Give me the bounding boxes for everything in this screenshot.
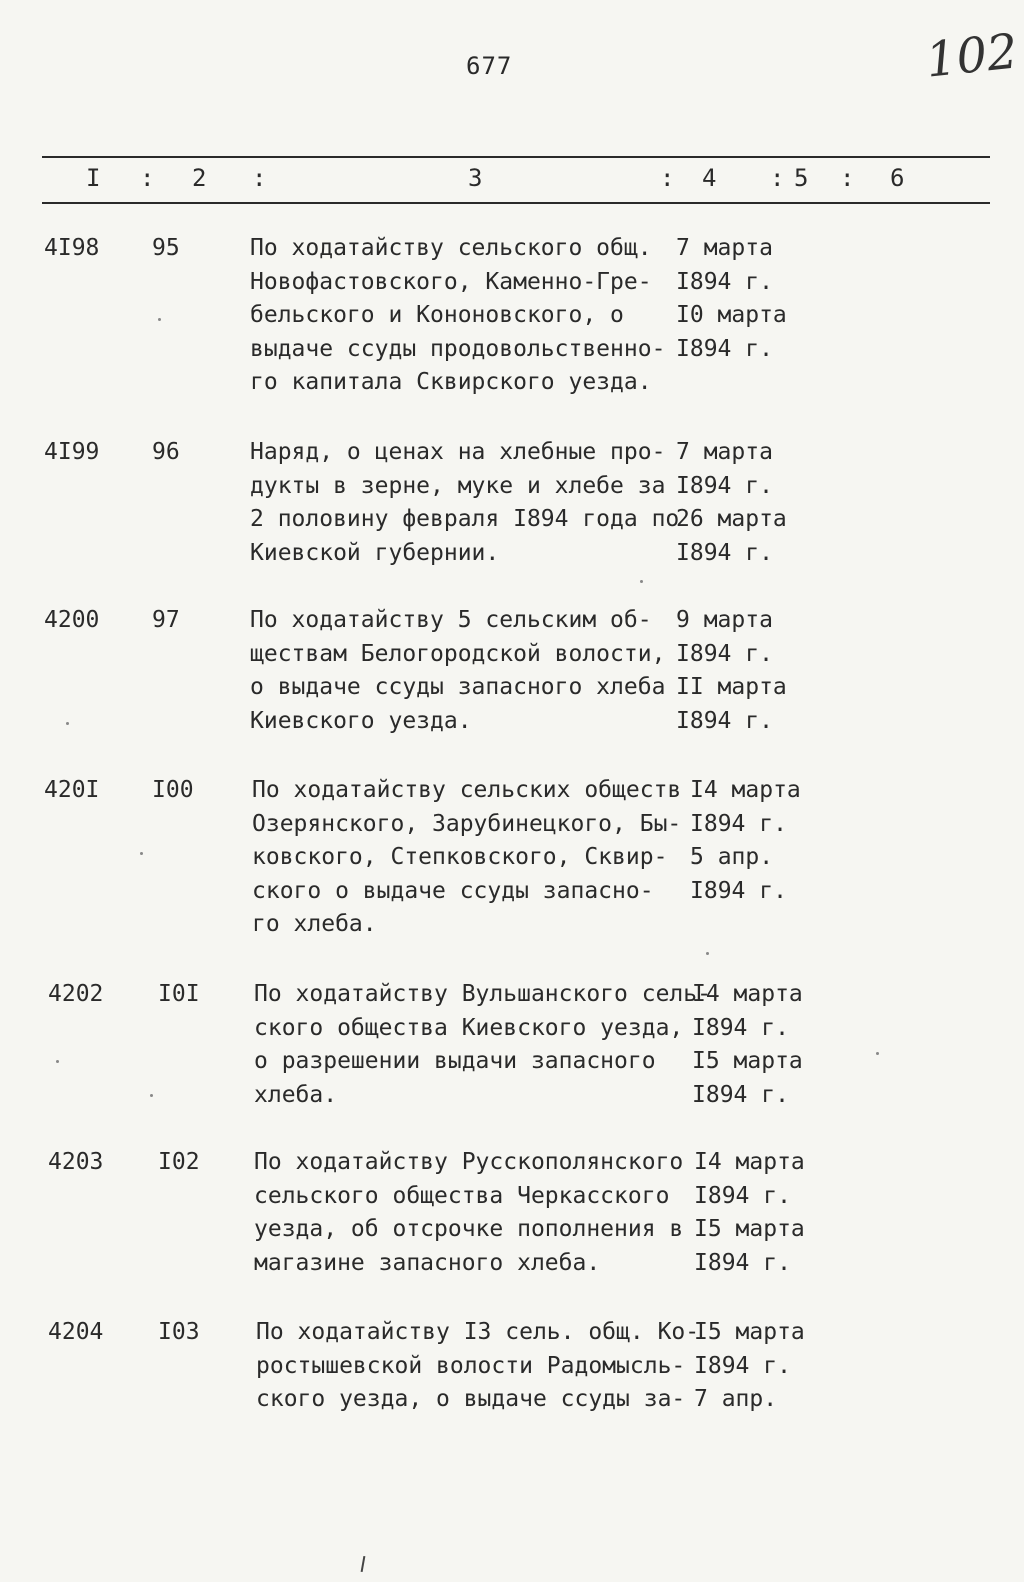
description-line: 2 половину февраля I894 года по [250,506,680,532]
column-header-5: 5 [794,164,809,192]
date-line: I894 г. [692,1081,789,1108]
description-line: По ходатайству сельских обществ [252,777,682,803]
case-number: 95 [152,235,180,261]
pen-mark [361,1556,366,1572]
entry-dates [676,604,876,738]
description-line: ского общества Киевского уезда, [254,1014,684,1041]
description-line: Новофастовского, Каменно-Гре- [250,268,652,295]
column-separator: : [252,164,267,192]
entry-number: 4204 [48,1319,104,1345]
scan-speck [56,1060,59,1063]
description-line: о разрешении выдачи запасного [254,1048,656,1074]
entry-dates [676,436,876,570]
column-header-2: 2 [192,164,207,192]
entry-description [256,1316,700,1417]
description-line: ществам Белогородской волости, [250,640,666,667]
archive-sheet-number: 102 [923,23,1021,89]
column-header-1: I [86,164,101,192]
column-separator: : [770,164,785,192]
date-line: I894 г. [676,335,773,362]
column-separator: : [840,164,855,192]
case-number: I02 [158,1149,200,1175]
entry-dates [694,1146,894,1280]
date-line: I894 г. [676,472,773,499]
date-line: 7 марта [676,235,773,261]
entry-description [254,1146,684,1280]
entry-number: 4203 [48,1149,104,1175]
entry-number: 4I98 [44,235,100,261]
description-line: По ходатайству 5 сельским об- [250,607,652,633]
date-line: I894 г. [692,1014,789,1041]
entry-number: 420I [44,777,100,803]
date-line: I894 г. [694,1249,791,1276]
date-line: 9 марта [676,607,773,633]
description-line: го хлеба. [252,911,377,937]
case-number: I03 [158,1319,200,1345]
date-line: I894 г. [676,640,773,667]
date-line: 7 марта [676,439,773,465]
description-line: Киевской губернии. [250,539,500,566]
date-line: I0 марта [676,302,787,328]
date-line: I894 г. [676,268,773,295]
description-line: По ходатайству I3 сель. общ. Ко- [256,1319,700,1345]
description-line: По ходатайству сельского общ. [250,235,652,261]
column-separator: : [140,164,155,192]
entry-description [250,232,680,400]
scan-speck [150,1094,153,1097]
description-line: хлеба. [254,1081,338,1108]
description-line: ского о выдаче ссуды запасно- [252,877,654,904]
date-line: 7 апр. [694,1386,778,1412]
description-line: го капитала Сквирского уезда. [250,369,652,395]
date-line: 5 апр. [690,844,774,870]
description-line: дукты в зерне, муке и хлебе за [250,472,666,499]
description-line: ростышевской волости Радомысль- [256,1352,686,1379]
description-line: магазине запасного хлеба. [254,1249,601,1276]
description-line: Озерянского, Зарубинецкого, Бы- [252,810,682,837]
date-line: I4 марта [692,981,803,1007]
entry-description [250,436,680,570]
column-header-3: 3 [468,164,483,192]
date-line: I894 г. [694,1182,791,1209]
date-line: I894 г. [690,810,787,837]
description-line: бельского и Кононовского, о [250,302,624,328]
case-number: 96 [152,439,180,465]
description-line: По ходатайству Русскополянского [254,1149,684,1175]
column-header-6: 6 [890,164,905,192]
date-line: I4 марта [690,777,801,803]
description-line: ского уезда, о выдаче ссуды за- [256,1386,686,1412]
entry-dates [692,978,892,1112]
scan-speck [706,952,709,955]
description-line: сельского общества Черкасского [254,1182,670,1209]
entry-description [252,774,682,942]
scan-speck [158,318,161,321]
date-line: I5 марта [694,1216,805,1242]
case-number: I00 [152,777,194,803]
entry-number: 4200 [44,607,100,633]
header-rule-top [42,156,990,158]
description-line: По ходатайству Вульшанского сель- [254,981,711,1007]
description-line: выдаче ссуды продовольственно- [250,335,666,362]
description-line: уезда, об отсрочке пополнения в [254,1216,684,1242]
column-header-4: 4 [702,164,717,192]
description-line: Киевского уезда. [250,707,472,734]
column-header-row [0,164,1024,196]
scan-speck [140,852,143,855]
column-separator: : [660,164,675,192]
entry-dates [694,1316,894,1417]
header-rule-bottom [42,202,990,204]
scan-speck [640,580,643,583]
description-line: ковского, Степковского, Сквир- [252,844,668,870]
description-line: о выдаче ссуды запасного хлеба [250,674,666,700]
entry-dates [690,774,890,908]
entry-description [250,604,680,738]
scan-speck [66,722,69,725]
date-line: I894 г. [694,1352,791,1379]
date-line: I4 марта [694,1149,805,1175]
entry-number: 4202 [48,981,104,1007]
case-number: I0I [158,981,200,1007]
date-line: I894 г. [676,707,773,734]
date-line: II марта [676,674,787,700]
entry-dates [676,232,876,366]
description-line: Наряд, о ценах на хлебные про- [250,439,666,465]
scan-speck [876,1052,879,1055]
case-number: 97 [152,607,180,633]
entry-number: 4I99 [44,439,100,465]
entry-description [254,978,711,1112]
date-line: 26 марта [676,506,787,532]
date-line: I894 г. [676,539,773,566]
date-line: I5 марта [694,1319,805,1345]
date-line: I894 г. [690,877,787,904]
date-line: I5 марта [692,1048,803,1074]
page-number: 677 [466,52,513,80]
